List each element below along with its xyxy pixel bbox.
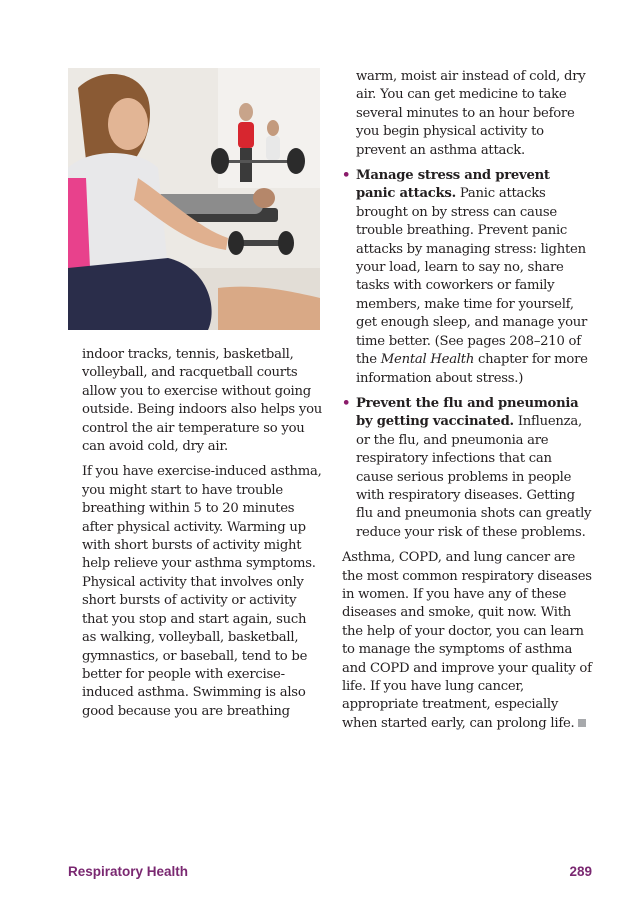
gym-photo-illustration bbox=[68, 68, 320, 330]
closing-text: Asthma, COPD, and lung cancer are the most common respiratory diseases in women. If you have any of these diseases and smoke, quit now. With the help of your doctor, you can learn to manage the symptoms of asthma and COPD and improve your quality of life. If you have lung cancer, appropriate treatment, especially when started early, can prolong life. bbox=[342, 550, 592, 731]
bullet-manage-stress bbox=[342, 167, 592, 388]
left-column bbox=[82, 346, 322, 721]
bullet-1-text-a: Panic attacks brought on by stress can cause trouble breathing. Prevent panic attacks by managing stress: lighten your load, learn to say no, share tasks with coworkers or family members, make time for yourself, get enough sleep, and manage your time better. (See pages 208–210 of the bbox=[356, 186, 588, 368]
right-column bbox=[342, 68, 592, 733]
footer-section-title: Respiratory Health bbox=[68, 864, 189, 879]
bullet-1-heading: Manage stress and prevent panic attacks. bbox=[356, 168, 550, 202]
end-of-article-square-icon bbox=[578, 719, 586, 727]
page-number: 289 bbox=[569, 864, 592, 879]
left-paragraph-2: If you have exercise-induced asthma, you might start to have trouble breathing within 5 to 20 minutes after physical activity. Warming up with short bursts of activity might help relieve your asthma symptoms. Physical activity that involves only short bursts of activity or activity that you stop and start again, such as walking, volleyball, basketball, gymnastics, or baseball, tend to be better for people with exercise-induced asthma. Swimming is also good because you are breathing bbox=[82, 464, 322, 719]
bullet-2-text: Influenza, or the flu, and pneumonia are respiratory infections that can cause serious problems in people with respiratory diseases. Getting flu and pneumonia shots can greatly reduce your risk of these problems. bbox=[356, 414, 592, 540]
bullet-prevent-flu bbox=[342, 395, 592, 542]
bullet-2-heading: Prevent the flu and pneumonia by getting vaccinated. bbox=[356, 395, 579, 430]
left-paragraph-1: indoor tracks, tennis, basketball, volleyball, and racquetball courts allow you to exercise without going outside. Being indoors also helps you control the air temperature so you can avoid cold, dry air. bbox=[82, 347, 323, 455]
bullet-1-italic: Mental Health bbox=[380, 352, 475, 368]
closing-paragraph bbox=[342, 549, 592, 733]
gym-photo bbox=[68, 68, 320, 330]
continued-paragraph: warm, moist air instead of cold, dry air. You can get medicine to take several minutes to an hour before you begin physical activity to prevent an asthma attack. bbox=[356, 69, 586, 158]
bullet-1-text-b: chapter for more information about stress.) bbox=[356, 352, 588, 386]
